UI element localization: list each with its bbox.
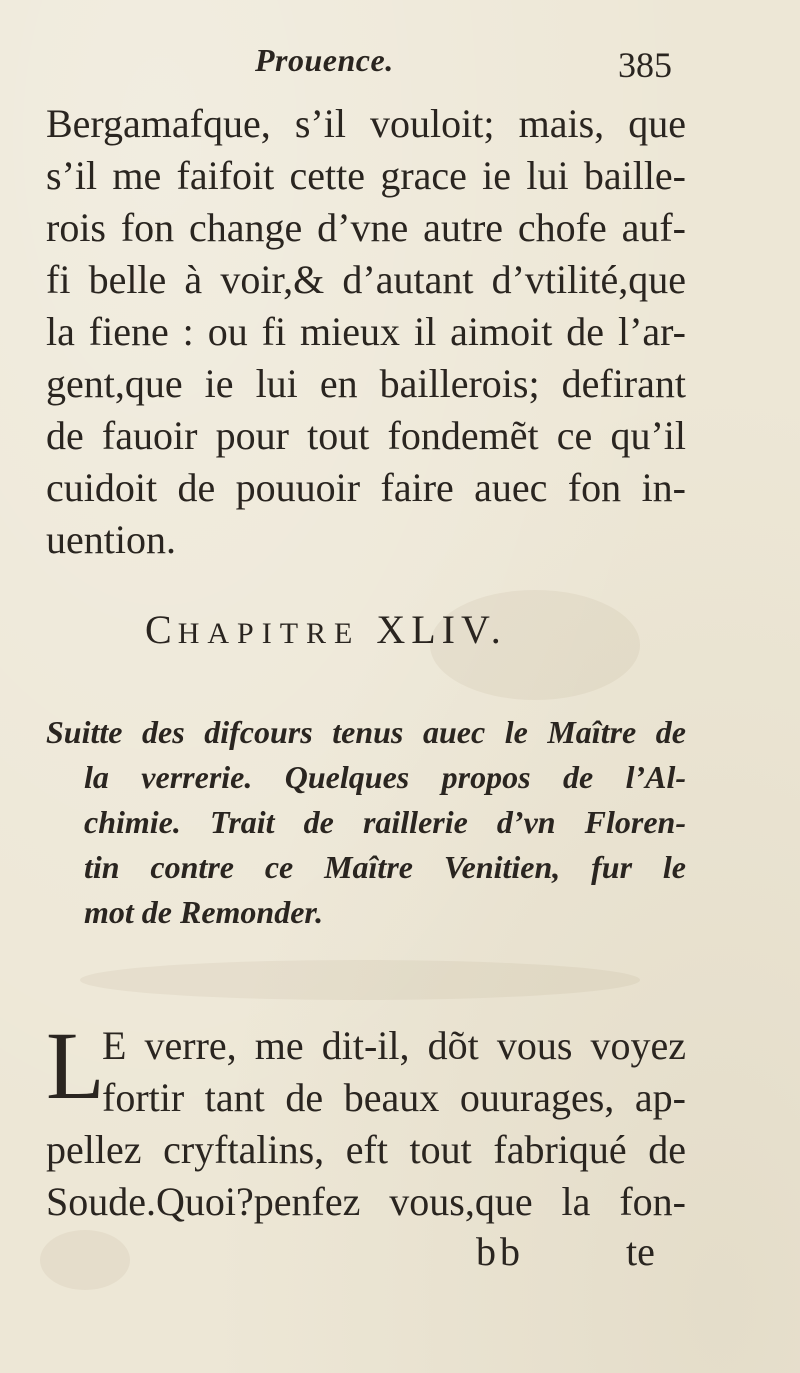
page-footer [0, 1228, 800, 1280]
text-line: fortir tant de beaux ouurages, ap- [102, 1075, 686, 1120]
signature-mark: bb [476, 1229, 524, 1274]
text-line: rois fon change d’vne autre chofe auf- [46, 205, 686, 250]
text-line: fi belle à voir,& d’autant d’vtilité,que [46, 257, 686, 302]
drop-cap: L [46, 1012, 105, 1119]
text-line: la fiene : ou fi mieux il aimoit de l’ar- [46, 309, 686, 354]
chapter-word-rest: HAPITRE [177, 617, 361, 650]
summary-line: mot de Remonder. [84, 894, 324, 930]
summary-line: la verrerie. Quelques propos de l’Al- [84, 759, 686, 795]
text-line: gent,que ie lui en baillerois; defirant [46, 361, 686, 406]
catchword: te [626, 1229, 655, 1274]
page-header [0, 38, 800, 98]
page-number: 385 [618, 45, 672, 85]
running-head: Prouence. [255, 42, 394, 78]
text-line: de fauoir pour tout fondemẽt ce qu’il [46, 413, 686, 458]
text-line: cuidoit de pouuoir faire auec fon in- [46, 465, 686, 510]
text-line: s’il me faifoit cette grace ie lui baille- [46, 153, 686, 198]
body-paragraph [46, 98, 686, 566]
text-line: Bergamafque, s’il vouloit; mais, que [46, 101, 686, 146]
chapter-summary [46, 710, 686, 935]
chapter-numeral: XLIV. [376, 607, 507, 652]
summary-line: Suitte des difcours tenus auec le Maître de [46, 714, 686, 750]
text-line: uention. [46, 517, 176, 562]
chapter-word-initial: C [145, 607, 178, 652]
summary-line: chimie. Trait de raillerie d’vn Floren- [84, 804, 686, 840]
summary-line: tin contre ce Maître Venitien, fur le [84, 849, 686, 885]
foxing-stain [80, 960, 640, 1000]
text-line: pellez cryftalins, eft tout fabriqué de [46, 1127, 686, 1172]
text-line: Soude.Quoi?penfez vous,que la fon- [46, 1179, 686, 1224]
chapter-heading [145, 606, 507, 653]
opening-paragraph [46, 1012, 686, 1228]
text-line: E verre, me dit-il, dõt vous voyez [102, 1023, 686, 1068]
